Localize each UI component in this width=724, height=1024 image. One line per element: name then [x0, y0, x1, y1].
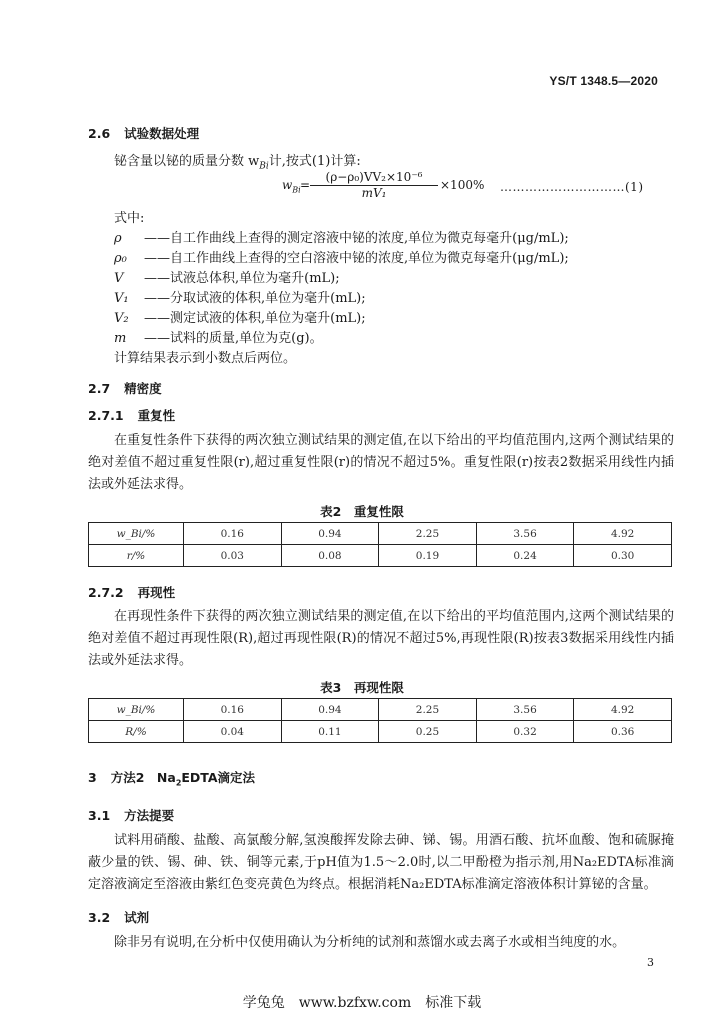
- section-3-heading: 3 方法2 $Na_2EDTA$滴定法: [88, 770, 256, 788]
- table-cell: 4.92: [574, 523, 672, 545]
- definition-rho: ρ ——自工作曲线上查得的测定溶液中铋的浓度,单位为微克每毫升(μg/mL);: [114, 231, 569, 246]
- table-cell: 0.08: [281, 545, 379, 567]
- definition-v: V ——试液总体积,单位为毫升(mL);: [114, 271, 340, 286]
- formula-equals: =: [300, 178, 311, 192]
- formula-fraction: [310, 170, 438, 200]
- formula-factor: ×100%: [440, 178, 485, 192]
- table-cell: 0.03: [184, 545, 282, 567]
- table-cell: 0.04: [184, 721, 282, 743]
- formula-label: (1): [625, 180, 644, 194]
- row-header: r/%: [89, 545, 184, 567]
- standard-number: YS/T 1348.5—2020: [549, 74, 658, 88]
- table-cell: 0.94: [281, 523, 379, 545]
- intro-subscript: Bi: [259, 161, 269, 172]
- table-cell: 0.19: [379, 545, 477, 567]
- section-3-1-heading: 3.1 方法提要: [88, 808, 175, 823]
- footer-watermark: 学兔兔 www.bzfxw.com 标准下载: [242, 995, 482, 1011]
- row-header: w_Bi/%: [89, 699, 184, 721]
- definition-v2: V₂ ——测定试液的体积,单位为毫升(mL);: [114, 311, 366, 326]
- intro-text: 铋含量以铋的质量分数 w: [114, 154, 260, 169]
- intro-tail: 计,按式(1)计算:: [268, 154, 361, 169]
- definition-m: m ——试料的质量,单位为克(g)。: [114, 331, 323, 346]
- table-row: [89, 523, 672, 545]
- table-cell: 3.56: [476, 699, 574, 721]
- table-3: [88, 698, 672, 743]
- row-header: w_Bi/%: [89, 523, 184, 545]
- section-number: 2.6: [88, 126, 111, 141]
- result-note: 计算结果表示到小数点后两位。: [114, 351, 297, 366]
- section-3-2-heading: 3.2 试剂: [88, 910, 150, 925]
- section-2-7-1-heading: 2.7.1 重复性: [88, 408, 176, 423]
- formula-leader-dots: …………………………(1): [500, 180, 644, 194]
- repeatability-paragraph: 在重复性条件下获得的两次独立测试结果的测定值,在以下给出的平均值范围内,这两个测试结果的绝对差值不超过重复性限(r),超过重复性限(r)的情况不超过5%。重复性限(r)按表2数据采用线性内插法或外延法求得。: [88, 433, 674, 492]
- table-2-caption: 表2 重复性限: [320, 504, 404, 519]
- definition-v1: V₁ ——分取试液的体积,单位为毫升(mL);: [114, 291, 366, 306]
- table-cell: 3.56: [476, 523, 574, 545]
- table-cell: 4.92: [574, 699, 672, 721]
- table-cell: 0.25: [379, 721, 477, 743]
- reproducibility-paragraph: 在再现性条件下获得的两次独立测试结果的测定值,在以下给出的平均值范围内,这两个测试结果的绝对差值不超过再现性限(R),超过再现性限(R)的情况不超过5%,再现性限(R)按表3数据采用线性内插法或外延法求得。: [88, 609, 674, 668]
- section-2-7-2-heading: 2.7.2 再现性: [88, 585, 176, 600]
- table-cell: 2.25: [379, 699, 477, 721]
- where-label: 式中:: [114, 211, 145, 226]
- table-cell: 0.24: [476, 545, 574, 567]
- page-number: 3: [647, 956, 654, 969]
- definition-rho0: ρ₀ ——自工作曲线上查得的空白溶液中铋的浓度,单位为微克每毫升(μg/mL);: [114, 251, 569, 266]
- method-summary-paragraph: 试料用硝酸、盐酸、高氯酸分解,氢溴酸挥发除去砷、锑、锡。用酒石酸、抗坏血酸、饱和硫脲掩蔽少量的铁、锡、砷、铁、铜等元素,于pH值为1.5～2.0时,以二甲酚橙为指示剂,用Na₂EDTA标准滴定溶液滴定至溶液由紫红色变亮黄色为终点。根据消耗Na₂EDTA标准滴定溶液体积计算铋的含量。: [88, 833, 674, 892]
- table-cell: 0.11: [281, 721, 379, 743]
- formula-lhs: $w_{Bi}$: [282, 178, 301, 195]
- table-cell: 0.32: [476, 721, 574, 743]
- section-2-6-heading: [88, 124, 199, 142]
- formula-intro: [114, 150, 361, 172]
- table-cell: 2.25: [379, 523, 477, 545]
- table-2: [88, 522, 672, 567]
- section-2-7-heading: 2.7 精密度: [88, 381, 162, 396]
- table-row: [89, 721, 672, 743]
- table-row: [89, 699, 672, 721]
- table-3-caption: 表3 再现性限: [320, 680, 404, 695]
- table-cell: 0.16: [184, 699, 282, 721]
- table-cell: 0.94: [281, 699, 379, 721]
- formula-denominator: mV₁: [361, 186, 387, 200]
- section-title: 试验数据处理: [124, 126, 200, 141]
- table-cell: 0.16: [184, 523, 282, 545]
- row-header: R/%: [89, 721, 184, 743]
- reagents-paragraph: 除非另有说明,在分析中仅使用确认为分析纯的试剂和蒸馏水或去离子水或相当纯度的水。: [114, 935, 626, 950]
- formula-numerator: (ρ−ρ₀)VV₂×10⁻⁶: [310, 170, 438, 186]
- table-cell: 0.30: [574, 545, 672, 567]
- table-cell: 0.36: [574, 721, 672, 743]
- table-row: [89, 545, 672, 567]
